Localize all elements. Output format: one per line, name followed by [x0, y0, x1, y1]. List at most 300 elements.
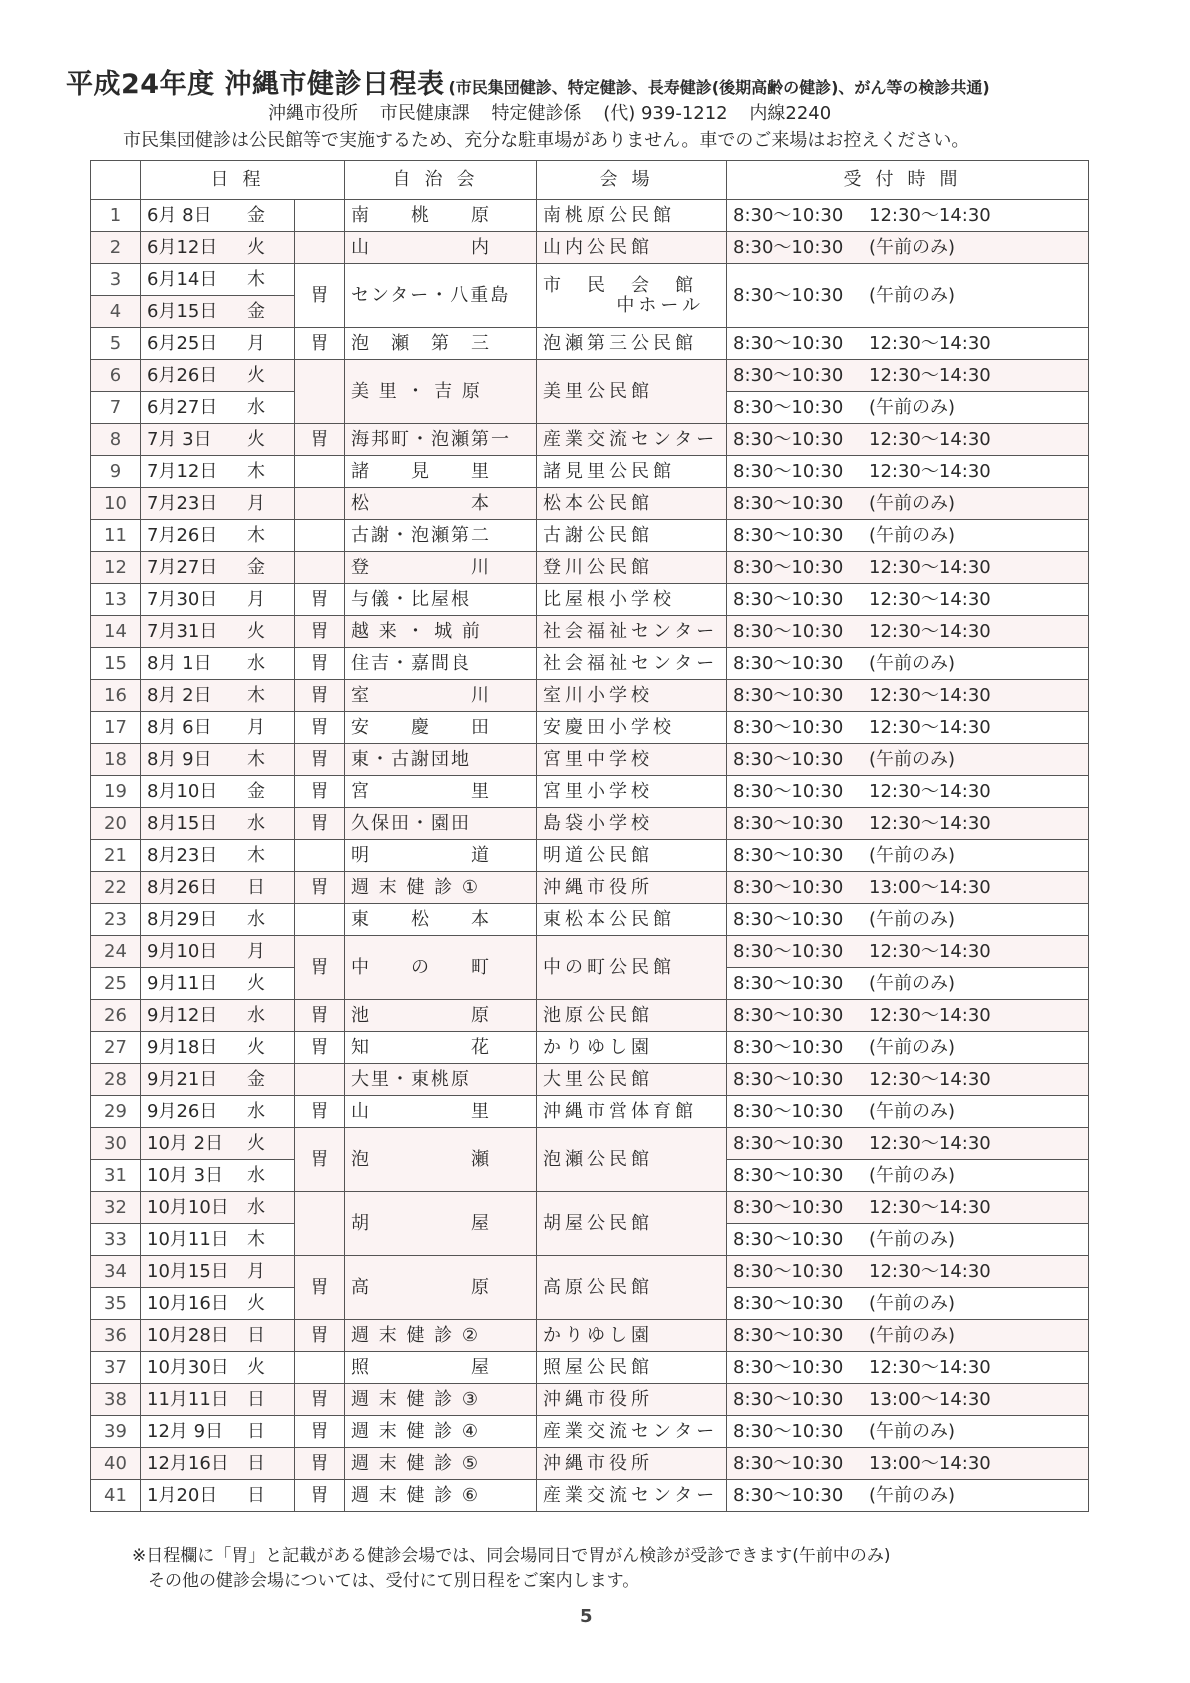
row-time-afternoon: 12:30〜14:30 [869, 1197, 991, 1218]
row-weekday: 木 [247, 269, 265, 290]
row-venue: 泡瀬公民館 [537, 1128, 727, 1192]
row-time-afternoon: (午前のみ) [869, 493, 956, 514]
row-number: 29 [91, 1096, 141, 1128]
row-number: 6 [91, 360, 141, 392]
stomach-screening-mark: 胃 [295, 264, 345, 328]
row-date-cell [141, 1416, 295, 1448]
row-association: 胡 屋 [345, 1192, 537, 1256]
row-weekday: 金 [247, 557, 265, 578]
row-time-morning: 8:30〜10:30 [733, 749, 844, 770]
row-date: 7月12日 [147, 461, 218, 482]
row-date: 7月27日 [147, 557, 218, 578]
row-date: 7月26日 [147, 525, 218, 546]
stomach-screening-mark [295, 1352, 345, 1384]
row-association: 照 屋 [345, 1352, 537, 1384]
stomach-screening-mark: 胃 [295, 808, 345, 840]
row-date: 8月 2日 [147, 685, 212, 706]
row-date: 10月11日 [147, 1229, 229, 1250]
row-reception-time [727, 776, 1089, 808]
row-date-cell [141, 840, 295, 872]
row-number: 41 [91, 1480, 141, 1512]
row-time-afternoon: 12:30〜14:30 [869, 781, 991, 802]
row-reception-time [727, 680, 1089, 712]
table-row [91, 616, 1089, 648]
stomach-screening-mark: 胃 [295, 648, 345, 680]
row-venue: 社会福祉センター [537, 616, 727, 648]
row-weekday: 日 [247, 877, 265, 898]
row-number: 12 [91, 552, 141, 584]
contact-division: 市民健康課 [379, 103, 470, 124]
row-weekday: 月 [247, 493, 265, 514]
row-number: 26 [91, 1000, 141, 1032]
row-weekday: 月 [247, 333, 265, 354]
row-venue: 東松本公民館 [537, 904, 727, 936]
row-date: 7月30日 [147, 589, 218, 610]
row-date: 6月12日 [147, 237, 218, 258]
row-number: 3 [91, 264, 141, 296]
row-reception-time [727, 1416, 1089, 1448]
row-venue: 市 民 会 館 [543, 274, 697, 296]
stomach-screening-mark: 胃 [295, 424, 345, 456]
row-date: 6月14日 [147, 269, 218, 290]
row-number: 22 [91, 872, 141, 904]
row-date-cell [141, 424, 295, 456]
row-association: 週 末 健 診 ⑥ [345, 1480, 537, 1512]
row-date-cell [141, 1288, 295, 1320]
stomach-screening-mark [295, 456, 345, 488]
row-reception-time [727, 584, 1089, 616]
row-time-afternoon: (午前のみ) [869, 397, 956, 418]
row-time-afternoon: (午前のみ) [869, 525, 956, 546]
row-reception-time [727, 520, 1089, 552]
contact-line [268, 99, 847, 125]
row-weekday: 金 [247, 1069, 265, 1090]
row-reception-time [727, 488, 1089, 520]
row-time-morning: 8:30〜10:30 [733, 1389, 844, 1410]
row-reception-time [727, 968, 1089, 1000]
row-time-afternoon: 12:30〜14:30 [869, 717, 991, 738]
stomach-screening-mark [295, 1192, 345, 1256]
row-reception-time [727, 1192, 1089, 1224]
row-time-afternoon: 13:00〜14:30 [869, 877, 991, 898]
row-time-afternoon: 12:30〜14:30 [869, 1261, 991, 1282]
row-weekday: 火 [247, 1037, 265, 1058]
row-reception-time [727, 1032, 1089, 1064]
stomach-screening-mark: 胃 [295, 1480, 345, 1512]
row-number: 35 [91, 1288, 141, 1320]
row-time-morning: 8:30〜10:30 [733, 525, 844, 546]
row-number: 17 [91, 712, 141, 744]
row-time-morning: 8:30〜10:30 [733, 1293, 844, 1314]
row-number: 9 [91, 456, 141, 488]
row-time-morning: 8:30〜10:30 [733, 1069, 844, 1090]
table-row [91, 1192, 1089, 1224]
row-weekday: 水 [247, 1197, 265, 1218]
table-row [91, 1448, 1089, 1480]
row-date-cell [141, 1352, 295, 1384]
row-number: 7 [91, 392, 141, 424]
row-reception-time [727, 264, 1089, 328]
row-number: 20 [91, 808, 141, 840]
row-date: 12月 9日 [147, 1421, 224, 1442]
table-row [91, 520, 1089, 552]
row-date-cell [141, 1256, 295, 1288]
row-time-afternoon: (午前のみ) [869, 1037, 956, 1058]
row-weekday: 金 [247, 301, 265, 322]
schedule-table-body [91, 200, 1089, 1512]
row-date-cell [141, 392, 295, 424]
row-number: 2 [91, 232, 141, 264]
header-number [91, 161, 141, 200]
stomach-screening-mark: 胃 [295, 1256, 345, 1320]
row-date: 9月18日 [147, 1037, 218, 1058]
row-association: 明 道 [345, 840, 537, 872]
row-association: 美 里 ・ 吉 原 [345, 360, 537, 424]
row-date: 8月26日 [147, 877, 218, 898]
row-date: 8月 6日 [147, 717, 212, 738]
table-row [91, 936, 1089, 968]
row-weekday: 火 [247, 237, 265, 258]
row-venue: 池原公民館 [537, 1000, 727, 1032]
row-reception-time [727, 1320, 1089, 1352]
row-date: 10月16日 [147, 1293, 229, 1314]
row-association: 週 末 健 診 ② [345, 1320, 537, 1352]
row-reception-time [727, 616, 1089, 648]
row-association: 週 末 健 診 ⑤ [345, 1448, 537, 1480]
row-reception-time [727, 1096, 1089, 1128]
row-weekday: 木 [247, 525, 265, 546]
row-association: 室 川 [345, 680, 537, 712]
row-date: 6月25日 [147, 333, 218, 354]
row-time-afternoon: 13:00〜14:30 [869, 1453, 991, 1474]
row-venue: 沖縄市営体育館 [537, 1096, 727, 1128]
row-venue: 松本公民館 [537, 488, 727, 520]
row-weekday: 木 [247, 685, 265, 706]
row-number: 5 [91, 328, 141, 360]
row-time-morning: 8:30〜10:30 [733, 1453, 844, 1474]
row-weekday: 日 [247, 1485, 265, 1506]
row-number: 33 [91, 1224, 141, 1256]
stomach-screening-mark [295, 200, 345, 232]
row-reception-time [727, 1352, 1089, 1384]
row-number: 16 [91, 680, 141, 712]
row-number: 24 [91, 936, 141, 968]
footnote [132, 1544, 891, 1594]
row-association: 与儀・比屋根 [345, 584, 537, 616]
stomach-screening-mark: 胃 [295, 1000, 345, 1032]
row-reception-time [727, 936, 1089, 968]
row-venue-sub: 中ホール [616, 294, 704, 316]
row-date-cell [141, 616, 295, 648]
row-date-cell [141, 648, 295, 680]
row-date: 8月10日 [147, 781, 218, 802]
row-weekday: 水 [247, 813, 265, 834]
table-row [91, 680, 1089, 712]
row-time-morning: 8:30〜10:30 [733, 589, 844, 610]
row-association: センター・八重島 [345, 264, 537, 328]
row-association: 高 原 [345, 1256, 537, 1320]
table-row [91, 1352, 1089, 1384]
row-venue: 明道公民館 [537, 840, 727, 872]
row-time-morning: 8:30〜10:30 [733, 813, 844, 834]
row-number: 11 [91, 520, 141, 552]
row-date-cell [141, 1128, 295, 1160]
row-number: 4 [91, 296, 141, 328]
row-date-cell [141, 520, 295, 552]
row-number: 27 [91, 1032, 141, 1064]
footnote-line-2: その他の健診会場については、受付にて別日程をご案内します。 [148, 1571, 640, 1591]
row-weekday: 日 [247, 1389, 265, 1410]
row-date-cell [141, 936, 295, 968]
table-row [91, 904, 1089, 936]
row-time-morning: 8:30〜10:30 [733, 1485, 844, 1506]
row-date: 10月30日 [147, 1357, 229, 1378]
row-time-afternoon: (午前のみ) [869, 1165, 956, 1186]
row-time-afternoon: 12:30〜14:30 [869, 1133, 991, 1154]
stomach-screening-mark: 胃 [295, 1384, 345, 1416]
row-date: 8月29日 [147, 909, 218, 930]
parking-notice: 市民集団健診は公民館等で実施するため、充分な駐車場がありません。車でのご来場はお控えください。 [123, 130, 970, 151]
table-row [91, 1032, 1089, 1064]
row-association: 知 花 [345, 1032, 537, 1064]
row-weekday: 日 [247, 1453, 265, 1474]
row-venue: 産業交流センター [537, 1416, 727, 1448]
footnote-line-1: ※日程欄に「胃」と記載がある健診会場では、同会場同日で胃がん検診が受診できます(午前中のみ) [132, 1546, 891, 1566]
row-time-afternoon: (午前のみ) [869, 749, 956, 770]
row-weekday: 木 [247, 1229, 265, 1250]
row-number: 15 [91, 648, 141, 680]
row-time-afternoon: 12:30〜14:30 [869, 557, 991, 578]
row-date: 6月26日 [147, 365, 218, 386]
row-weekday: 月 [247, 589, 265, 610]
row-weekday: 火 [247, 1293, 265, 1314]
table-row [91, 552, 1089, 584]
row-time-afternoon: (午前のみ) [869, 845, 956, 866]
row-weekday: 日 [247, 1325, 265, 1346]
row-date: 9月10日 [147, 941, 218, 962]
row-reception-time [727, 1480, 1089, 1512]
row-time-morning: 8:30〜10:30 [733, 237, 844, 258]
table-row [91, 200, 1089, 232]
row-number: 31 [91, 1160, 141, 1192]
row-number: 10 [91, 488, 141, 520]
stomach-screening-mark: 胃 [295, 584, 345, 616]
stomach-screening-mark: 胃 [295, 776, 345, 808]
row-date: 6月 8日 [147, 205, 212, 226]
table-row [91, 1384, 1089, 1416]
row-date: 9月11日 [147, 973, 218, 994]
row-reception-time [727, 360, 1089, 392]
table-row [91, 1320, 1089, 1352]
table-row [91, 584, 1089, 616]
row-weekday: 水 [247, 1005, 265, 1026]
row-association: 安 慶 田 [345, 712, 537, 744]
contact-section: 特定健診係 [491, 103, 582, 124]
table-row [91, 1000, 1089, 1032]
table-row [91, 328, 1089, 360]
stomach-screening-mark: 胃 [295, 1032, 345, 1064]
title-line [66, 62, 990, 101]
row-number: 13 [91, 584, 141, 616]
row-time-afternoon: 12:30〜14:30 [869, 621, 991, 642]
row-venue: 宮里中学校 [537, 744, 727, 776]
row-date: 10月 2日 [147, 1133, 224, 1154]
stomach-screening-mark: 胃 [295, 680, 345, 712]
row-number: 8 [91, 424, 141, 456]
row-time-morning: 8:30〜10:30 [733, 941, 844, 962]
row-time-afternoon: 12:30〜14:30 [869, 589, 991, 610]
row-reception-time [727, 552, 1089, 584]
row-venue: 照屋公民館 [537, 1352, 727, 1384]
row-weekday: 水 [247, 909, 265, 930]
row-time-morning: 8:30〜10:30 [733, 493, 844, 514]
row-weekday: 火 [247, 973, 265, 994]
row-number: 14 [91, 616, 141, 648]
row-association: 週 末 健 診 ③ [345, 1384, 537, 1416]
row-time-morning: 8:30〜10:30 [733, 621, 844, 642]
row-time-morning: 8:30〜10:30 [733, 685, 844, 706]
row-date-cell [141, 1224, 295, 1256]
row-time-afternoon: (午前のみ) [869, 1325, 956, 1346]
row-date-cell [141, 584, 295, 616]
row-date-cell [141, 488, 295, 520]
row-date-cell [141, 296, 295, 328]
stomach-screening-mark [295, 840, 345, 872]
stomach-screening-mark: 胃 [295, 328, 345, 360]
row-time-morning: 8:30〜10:30 [733, 781, 844, 802]
row-venue: 古謝公民館 [537, 520, 727, 552]
row-date-cell [141, 1064, 295, 1096]
row-reception-time [727, 840, 1089, 872]
row-association: 山 里 [345, 1096, 537, 1128]
row-number: 34 [91, 1256, 141, 1288]
row-weekday: 火 [247, 429, 265, 450]
row-time-afternoon: 12:30〜14:30 [869, 429, 991, 450]
stomach-screening-mark [295, 904, 345, 936]
row-number: 40 [91, 1448, 141, 1480]
row-date-cell [141, 872, 295, 904]
row-weekday: 木 [247, 845, 265, 866]
row-association: 松 本 [345, 488, 537, 520]
row-time-morning: 8:30〜10:30 [733, 1197, 844, 1218]
row-date-cell [141, 1320, 295, 1352]
row-association: 東・古謝団地 [345, 744, 537, 776]
row-date-cell [141, 1096, 295, 1128]
row-reception-time [727, 232, 1089, 264]
row-time-afternoon: (午前のみ) [869, 1229, 956, 1250]
row-date-cell [141, 744, 295, 776]
row-number: 39 [91, 1416, 141, 1448]
row-number: 21 [91, 840, 141, 872]
row-time-afternoon: 12:30〜14:30 [869, 685, 991, 706]
row-date-cell [141, 776, 295, 808]
row-association: 諸 見 里 [345, 456, 537, 488]
row-reception-time [727, 872, 1089, 904]
row-date-cell [141, 1384, 295, 1416]
row-time-afternoon: 12:30〜14:30 [869, 333, 991, 354]
row-association: 久保田・園田 [345, 808, 537, 840]
row-reception-time [727, 1448, 1089, 1480]
row-date: 8月 9日 [147, 749, 212, 770]
row-association: 南 桃 原 [345, 200, 537, 232]
row-reception-time [727, 904, 1089, 936]
stomach-screening-mark: 胃 [295, 872, 345, 904]
stomach-screening-mark: 胃 [295, 936, 345, 1000]
document-subtitle: (市民集団健診、特定健診、長寿健診(後期高齢の健診)、がん等の検診共通) [448, 78, 990, 97]
table-row [91, 360, 1089, 392]
table-row [91, 1128, 1089, 1160]
row-date: 8月23日 [147, 845, 218, 866]
row-venue: 泡瀬第三公民館 [537, 328, 727, 360]
row-time-afternoon: 12:30〜14:30 [869, 813, 991, 834]
row-association: 中 の 町 [345, 936, 537, 1000]
header-date: 日程 [141, 161, 345, 200]
row-time-afternoon: (午前のみ) [869, 973, 956, 994]
header-association: 自治会 [345, 161, 537, 200]
row-venue: 安慶田小学校 [537, 712, 727, 744]
row-venue: 沖縄市役所 [537, 1384, 727, 1416]
row-number: 18 [91, 744, 141, 776]
row-weekday: 火 [247, 1357, 265, 1378]
table-row [91, 1416, 1089, 1448]
row-association: 宮 里 [345, 776, 537, 808]
stomach-screening-mark: 胃 [295, 1416, 345, 1448]
row-reception-time [727, 1384, 1089, 1416]
row-time-morning: 8:30〜10:30 [733, 205, 844, 226]
row-reception-time [727, 1224, 1089, 1256]
row-time-afternoon: 12:30〜14:30 [869, 205, 991, 226]
row-venue: 胡屋公民館 [537, 1192, 727, 1256]
stomach-screening-mark [295, 360, 345, 424]
row-date: 11月11日 [147, 1389, 229, 1410]
row-venue: 産業交流センター [537, 1480, 727, 1512]
row-date-cell [141, 680, 295, 712]
row-weekday: 日 [247, 1421, 265, 1442]
row-number: 38 [91, 1384, 141, 1416]
row-number: 1 [91, 200, 141, 232]
row-date-cell [141, 328, 295, 360]
row-reception-time [727, 200, 1089, 232]
row-weekday: 月 [247, 717, 265, 738]
row-time-morning: 8:30〜10:30 [733, 285, 844, 306]
stomach-screening-mark: 胃 [295, 1128, 345, 1192]
row-venue: 室川小学校 [537, 680, 727, 712]
row-reception-time [727, 1064, 1089, 1096]
row-date: 7月23日 [147, 493, 218, 514]
row-time-morning: 8:30〜10:30 [733, 1229, 844, 1250]
row-time-morning: 8:30〜10:30 [733, 397, 844, 418]
row-time-morning: 8:30〜10:30 [733, 1261, 844, 1282]
stomach-screening-mark: 胃 [295, 1320, 345, 1352]
row-weekday: 月 [247, 941, 265, 962]
row-venue-cell [537, 264, 727, 328]
row-association: 池 原 [345, 1000, 537, 1032]
stomach-screening-mark [295, 232, 345, 264]
header-venue: 会場 [537, 161, 727, 200]
row-date-cell [141, 1000, 295, 1032]
row-date-cell [141, 264, 295, 296]
row-date-cell [141, 904, 295, 936]
stomach-screening-mark [295, 1064, 345, 1096]
row-weekday: 金 [247, 781, 265, 802]
table-row [91, 488, 1089, 520]
row-time-morning: 8:30〜10:30 [733, 1037, 844, 1058]
row-association: 東 松 本 [345, 904, 537, 936]
row-reception-time [727, 1160, 1089, 1192]
row-reception-time [727, 456, 1089, 488]
row-number: 36 [91, 1320, 141, 1352]
row-time-afternoon: 13:00〜14:30 [869, 1389, 991, 1410]
